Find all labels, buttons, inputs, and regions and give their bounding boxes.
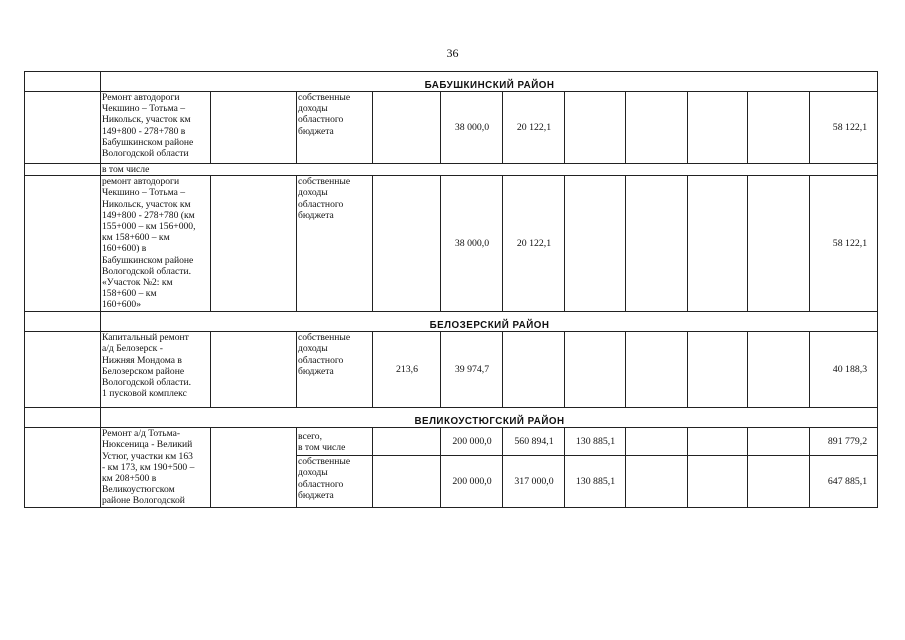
value-cell <box>626 332 688 408</box>
budget-table-container <box>24 71 879 513</box>
district-header-row <box>25 408 878 428</box>
value-cell <box>748 92 810 164</box>
value-cell <box>688 456 748 508</box>
district-header-blank <box>25 312 101 332</box>
value-cell: 38 000,0 <box>441 92 503 164</box>
funding-source: собственные доходы областного бюджета <box>297 456 373 508</box>
value-cell: 130 885,1 <box>565 456 626 508</box>
value-cell <box>688 428 748 456</box>
object-description: Капитальный ремонт а/д Белозерск - Нижняя Мондома в Белозерском районе Вологодской области. 1 пусковой комплекс <box>101 332 211 408</box>
district-header-blank <box>25 72 101 92</box>
value-cell <box>626 456 688 508</box>
value-cell: 200 000,0 <box>441 456 503 508</box>
value-cell: 317 000,0 <box>503 456 565 508</box>
row-blank-cell <box>25 176 101 312</box>
row-blank-cell <box>25 164 101 176</box>
total-cell: 647 885,1 <box>810 456 878 508</box>
value-cell: 130 885,1 <box>565 428 626 456</box>
value-cell <box>748 176 810 312</box>
funding-source: собственные доходы областного бюджета <box>297 176 373 312</box>
row-blank-cell <box>25 428 101 508</box>
value-cell <box>688 332 748 408</box>
object-description: ремонт автодороги Чекшино – Тотьма – Никольск, участок км 149+800 - 278+780 (км 155+000 – км 156+000, км 158+600 – км 160+600) в Бабушкинском районе Вологодской области. «Участок №2: км 158+600 – км 160+600» <box>101 176 211 312</box>
empty-cell <box>211 332 297 408</box>
budget-table <box>24 71 878 508</box>
total-cell: 58 122,1 <box>810 176 878 312</box>
value-cell <box>748 456 810 508</box>
empty-cell <box>211 176 297 312</box>
value-cell <box>626 92 688 164</box>
table-row <box>25 176 878 312</box>
empty-cell <box>211 428 297 508</box>
table-row <box>25 332 878 408</box>
page-number: 36 <box>446 46 459 60</box>
value-cell <box>626 428 688 456</box>
total-cell: 58 122,1 <box>810 92 878 164</box>
total-cell: 40 188,3 <box>810 332 878 408</box>
funding-source: собственные доходы областного бюджета <box>297 332 373 408</box>
value-cell <box>565 176 626 312</box>
value-cell: 20 122,1 <box>503 92 565 164</box>
value-cell: 200 000,0 <box>441 428 503 456</box>
subtotal-label: в том числе <box>101 164 878 176</box>
object-description: Ремонт автодороги Чекшино – Тотьма – Никольск, участок км 149+800 - 278+780 в Бабушкинском районе Вологодской области <box>101 92 211 164</box>
value-cell <box>373 92 441 164</box>
empty-cell <box>211 92 297 164</box>
district-header-row <box>25 72 878 92</box>
district-name: БЕЛОЗЕРСКИЙ РАЙОН <box>101 312 878 332</box>
value-cell: 38 000,0 <box>441 176 503 312</box>
funding-source: собственные доходы областного бюджета <box>297 92 373 164</box>
value-cell: 560 894,1 <box>503 428 565 456</box>
value-cell <box>565 92 626 164</box>
value-cell <box>626 176 688 312</box>
table-row <box>25 164 878 176</box>
value-cell <box>373 456 441 508</box>
funding-source: всего, в том числе <box>297 428 373 456</box>
total-cell: 891 779,2 <box>810 428 878 456</box>
table-row <box>25 92 878 164</box>
value-cell <box>373 428 441 456</box>
value-cell <box>503 332 565 408</box>
district-header-blank <box>25 408 101 428</box>
value-cell <box>373 176 441 312</box>
table-row <box>25 428 878 456</box>
row-blank-cell <box>25 332 101 408</box>
value-cell: 20 122,1 <box>503 176 565 312</box>
value-cell: 39 974,7 <box>441 332 503 408</box>
value-cell <box>748 428 810 456</box>
row-blank-cell <box>25 92 101 164</box>
value-cell <box>748 332 810 408</box>
value-cell <box>565 332 626 408</box>
district-name: БАБУШКИНСКИЙ РАЙОН <box>101 72 878 92</box>
object-description: Ремонт а/д Тотьма- Нюксеница - Великий Устюг, участки км 163 - км 173, км 190+500 – км 208+500 в Великоустюгском районе Вологодской <box>101 428 211 508</box>
value-cell <box>688 176 748 312</box>
district-header-row <box>25 312 878 332</box>
district-name: ВЕЛИКОУСТЮГСКИЙ РАЙОН <box>101 408 878 428</box>
value-cell: 213,6 <box>373 332 441 408</box>
value-cell <box>688 92 748 164</box>
